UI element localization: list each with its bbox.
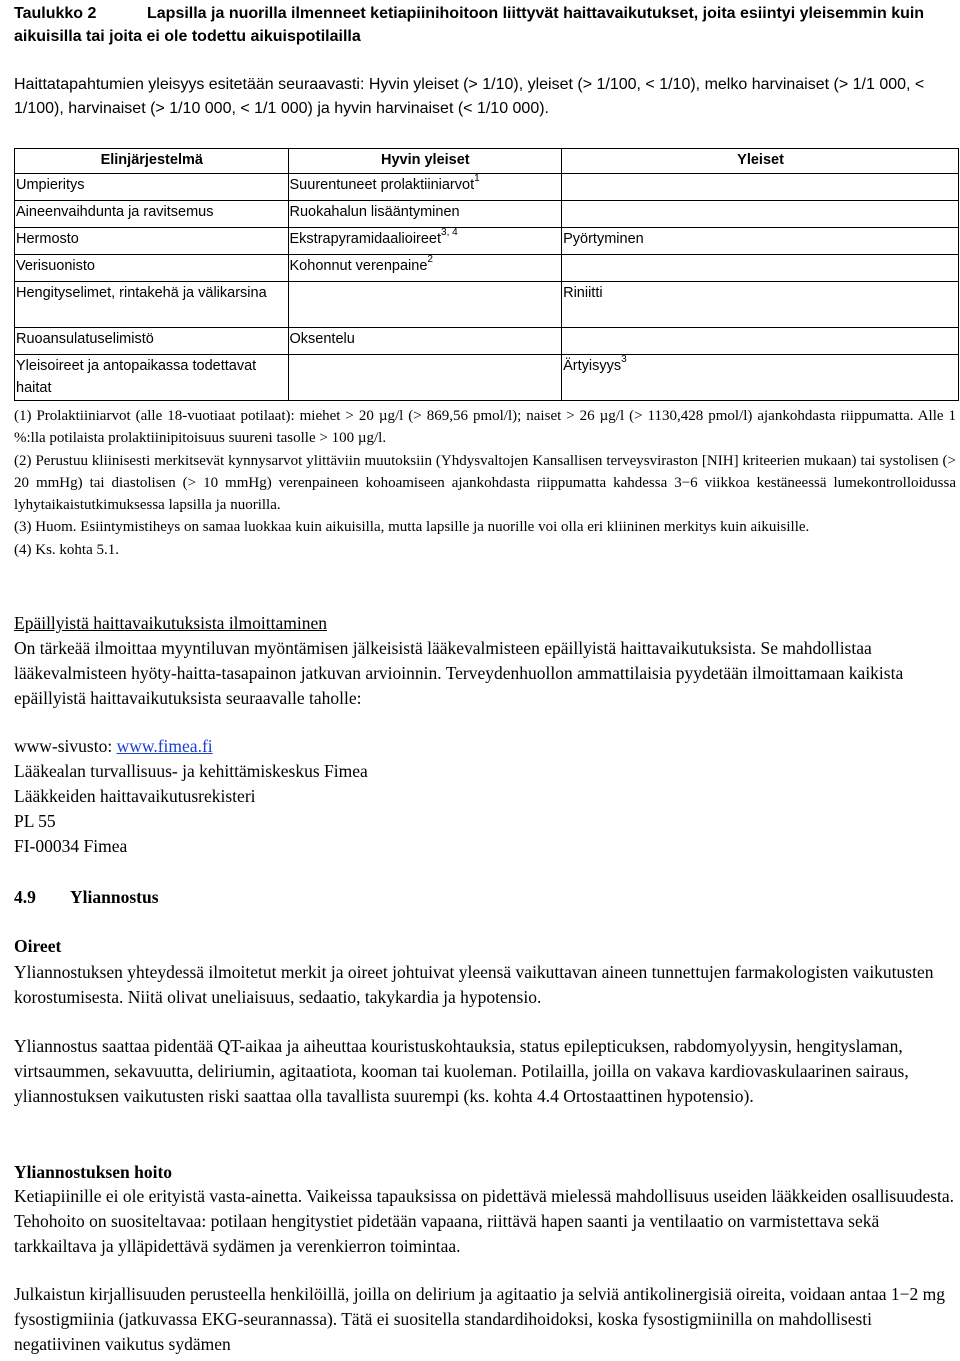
table-row: [15, 355, 959, 401]
cell-text: Riniitti: [563, 285, 603, 301]
cell-text: Pyörtyminen: [563, 231, 644, 247]
footnote-ref: 2: [427, 254, 433, 265]
table-row: [15, 201, 959, 228]
table-title-label: Taulukko 2: [14, 5, 97, 22]
very-common-cell: [288, 282, 562, 328]
common-cell: [562, 228, 959, 255]
section-title: Yliannostus: [70, 887, 159, 907]
common-cell: [562, 174, 959, 201]
symptoms-paragraph-1: Yliannostuksen yhteydessä ilmoitetut merkit ja oireet johtuivat yleensä vaikuttavan aineen tunnettujen farmakologisten vaikutusten korostumisesta. Niitä olivat uneliaisuus, sedaatio, takykardia ja hypotensio.: [14, 962, 934, 1007]
very-common-cell: [288, 201, 562, 228]
reporting-address: [14, 734, 368, 859]
organ-cell: Verisuonisto: [15, 255, 289, 282]
cell-text: Kohonnut verenpaine: [289, 258, 428, 274]
table-title-text: Lapsilla ja nuorilla ilmenneet ketiapiinihoitoon liittyvät haittavaikutukset, joita esiintyi yleisemmin kuin aikuisilla tai joita ei ole todettu aikuispotilailla: [14, 5, 925, 45]
header-common: Yleiset: [562, 149, 959, 174]
common-cell: [562, 282, 959, 328]
website-label: www-sivusto:: [14, 736, 113, 756]
section-number: 4.9: [14, 887, 36, 907]
common-cell: [562, 201, 959, 228]
very-common-cell: [288, 255, 562, 282]
treatment-heading: Yliannostuksen hoito: [14, 1162, 173, 1182]
reporting-heading: Epäillyistä haittavaikutuksista ilmoittaminen: [14, 613, 328, 633]
frequency-intro: Haittatapahtumien yleisyys esitetään seuraavasti: Hyvin yleiset (> 1/10), yleiset (> 1/100, < 1/10), melko harvinaiset (> 1/1 000, < 1/100), harvinaiset (> 1/10 000, < 1/1 000) ja hyvin harvinaiset (< 1/10 000).: [14, 76, 925, 117]
cell-text: Oksentelu: [289, 331, 355, 347]
organ-cell: Aineenvaihdunta ja ravitsemus: [15, 201, 289, 228]
common-cell: [562, 328, 959, 355]
adverse-effects-table: [14, 148, 959, 401]
cell-text: Suurentuneet prolaktiiniarvot: [289, 177, 475, 193]
symptoms-heading: Oireet: [14, 936, 62, 956]
very-common-cell: [288, 228, 562, 255]
fimea-link[interactable]: www.fimea.fi: [116, 736, 213, 756]
common-cell: [562, 255, 959, 282]
table-title: [14, 2, 954, 48]
symptoms-paragraph-2: Yliannostus saattaa pidentää QT-aikaa ja aiheuttaa kouristuskohtauksia, status epilepticuksen, rabdomyolyysin, hengityslaman, virtsaummen, sekavuutta, deliriumin, agitaatiota, kooman tai kuoleman. Potilailla, joilla on vakava kardiovaskulaarinen sairaus, yliannostuksen vaikutusten riski saattaa olla tavallista suurempi (ks. kohta 4.4 Ortostaattinen hypotensio).: [14, 1036, 909, 1106]
address-line: PL 55: [14, 811, 56, 831]
website-line: [14, 734, 368, 759]
organ-cell: Umpieritys: [15, 174, 289, 201]
organ-cell: Yleisoireet ja antopaikassa todettavat haitat: [15, 355, 289, 401]
header-organ-system: Elinjärjestelmä: [15, 149, 289, 174]
footnote-1: (1) Prolaktiiniarvot (alle 18-vuotiaat potilaat): miehet > 20 µg/l (> 869,56 pmol/l); naiset > 26 µg/l (> 1130,428 pmol/l) ajankohdasta riippumatta. Alle 1 %:lla potilaista prolaktiinipitoisuus suureni tasolle > 100 µg/l.: [14, 408, 956, 447]
table-row: [15, 228, 959, 255]
address-line: FI-00034 Fimea: [14, 836, 128, 856]
very-common-cell: [288, 328, 562, 355]
table-row: [15, 328, 959, 355]
header-very-common: Hyvin yleiset: [288, 149, 562, 174]
table-row: [15, 255, 959, 282]
footnote-2: (2) Perustuu kliinisesti merkitsevät kynnysarvot ylittäviin muutoksiin (Yhdysvaltojen Kansallisen terveysviraston [NIH] kriteerien mukaan) tai systolisen (> 20 mmHg) tai diastolisen (> 10 mmHg) verenpaineen kohoamiseen ajankohdasta riippumatta kahdessa 3−6 viikkoa kestäneessä lumekontrolloidussa lyhytaikaistutkimuksessa lapsilla ja nuorilla.: [14, 452, 956, 514]
cell-text: Ärtyisyys: [563, 358, 622, 374]
address-line: Lääkkeiden haittavaikutusrekisteri: [14, 786, 256, 806]
footnote-ref: 1: [474, 173, 480, 184]
reporting-paragraph: On tärkeää ilmoittaa myyntiluvan myöntämisen jälkeisistä lääkevalmisteen epäillyistä haittavaikutuksista. Se mahdollistaa lääkevalmisteen hyöty-haitta-tasapainon jatkuvan arvioinnin. Terveydenhuollon ammattilaisia pyydetään ilmoittamaan kaikista epäillyistä haittavaikutuksista seuraavalle taholle:: [14, 638, 904, 708]
table-row: [15, 174, 959, 201]
table-footnotes: [14, 405, 956, 561]
table-header-row: [15, 149, 959, 174]
organ-cell: Hengityselimet, rintakehä ja välikarsina: [15, 282, 289, 328]
footnote-3: (3) Huom. Esiintymistiheys on samaa luokkaa kuin aikuisilla, mutta lapsille ja nuorille voi olla eri kliininen merkitys kuin aikuisille.: [14, 519, 810, 536]
very-common-cell: [288, 355, 562, 401]
footnote-4: (4) Ks. kohta 5.1.: [14, 541, 119, 558]
section-heading: [14, 885, 159, 909]
cell-text: Ruokahalun lisääntyminen: [289, 204, 460, 220]
organ-cell: Hermosto: [15, 228, 289, 255]
cell-text: Ekstrapyramidaalioireet: [289, 231, 442, 247]
common-cell: [562, 355, 959, 401]
very-common-cell: [288, 174, 562, 201]
treatment-paragraph-2: Julkaistun kirjallisuuden perusteella henkilöillä, joilla on delirium ja agitaatio ja selviä antikolinergisiä oireita, voidaan antaa 1−2 mg fysostigmiinia (jatkuvassa EKG-seurannassa). Tätä ei suositella standardihoidoksi, koska fysostigmiinilla on mahdollisesti negatiivinen vaikutus sydämen: [14, 1284, 945, 1354]
table-row: [15, 282, 959, 328]
address-line: Lääkealan turvallisuus- ja kehittämiskeskus Fimea: [14, 761, 368, 781]
footnote-ref: 3: [621, 354, 627, 365]
organ-cell: Ruoansulatuselimistö: [15, 328, 289, 355]
treatment-paragraph-1: Ketiapiinille ei ole erityistä vasta-ainetta. Vaikeissa tapauksissa on pidettävä mielessä mahdollisuus useiden lääkkeiden osallisuudesta. Tehohoito on suositeltavaa: potilaan hengitystiet pidetään vapaana, riittävä hapen saanti ja ventilaatio on varmistettava sekä tarkkailtava ja ylläpidettävä sydämen ja verenkierron toimintaa.: [14, 1186, 955, 1256]
footnote-ref: 3, 4: [441, 227, 458, 238]
